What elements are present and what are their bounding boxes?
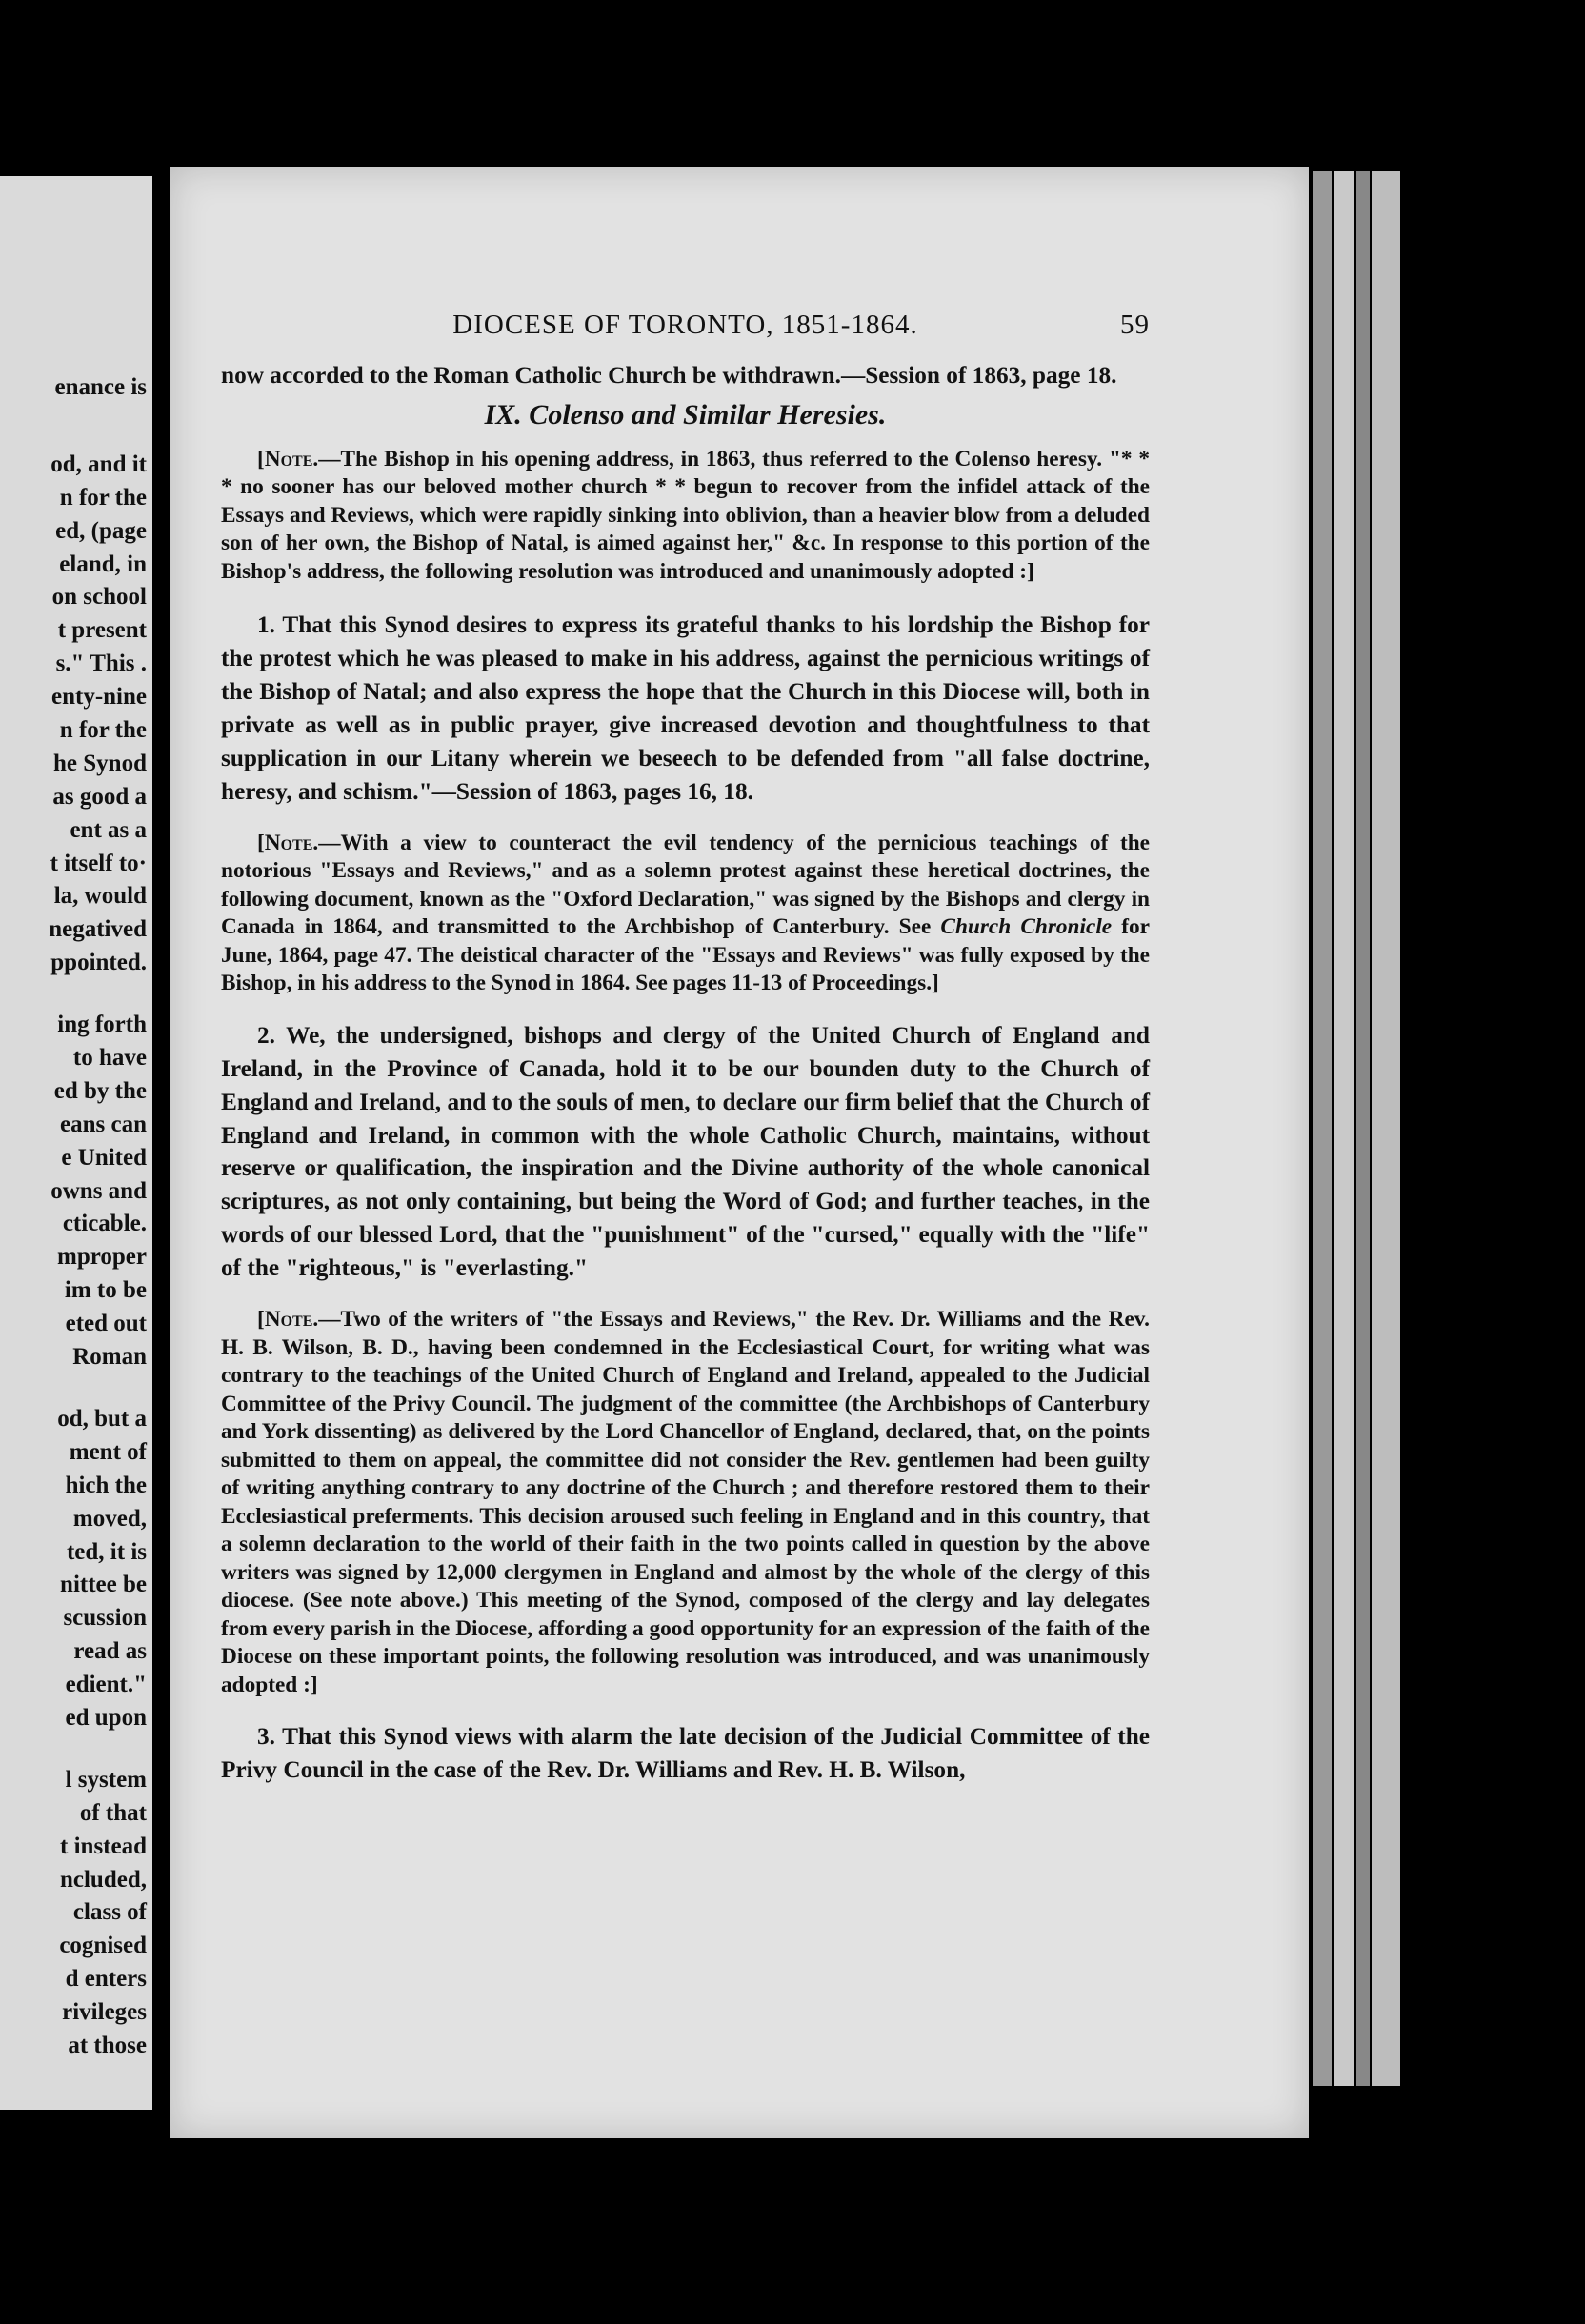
left-line: ing forth (57, 1012, 147, 1038)
section-heading: IX. Colenso and Similar Heresies. (484, 398, 887, 431)
left-line: nittee be (60, 1572, 147, 1598)
page-header (221, 310, 1150, 359)
left-line: l system (65, 1766, 147, 1793)
page-content (221, 310, 1150, 1787)
resolution-paragraph: 1. That this Synod desires to express its grateful thanks to his lordship the Bishop for the protest which he was pleased to make in his address, against the pernicious writings of the Bishop of Natal; and also express the hope that the Church in this Diocese will, both in private as well as in public prayer, give increased devotion and thoughtfulness to that supplication in our Litany wherein we beseech to be defended from "all false doctrine, heresy, and schism."—Session of 1863, pages 16, 18. (221, 611, 1150, 805)
editorial-note (221, 446, 1150, 587)
left-line: t present (57, 617, 147, 644)
left-line: ppointed. (50, 950, 147, 976)
resolution-paragraph: 3. That this Synod views with alarm the late decision of the Judicial Committee of the Privy Council in the case of the Rev. Dr. Williams and Rev. H. B. Wilson, (221, 1723, 1150, 1783)
left-line: moved, (72, 1505, 147, 1532)
left-line: negatived (49, 916, 147, 943)
left-line: rivileges (62, 1999, 147, 2026)
left-line: ed upon (65, 1704, 147, 1731)
page-edge (1313, 171, 1332, 2086)
note-label: [Note. (257, 446, 319, 471)
publication-title: Church Chronicle (940, 914, 1113, 940)
left-line: he Synod (53, 750, 147, 776)
left-page-text (0, 371, 147, 2063)
left-line: ment of (69, 1438, 147, 1465)
note-text: —With a view to counteract the evil tendency of the pernicious teachings of the notorious "Essays and Reviews," and as a solemn protest against these heretical doctrines, the following document, known as the "Oxford Declaration," was signed by the Bishops and clergy in Canada in 1864, and transmitted to the Archbishop of Canterbury. See (221, 830, 1150, 940)
page-number: 59 (1120, 310, 1150, 340)
page-edge (1334, 171, 1354, 2086)
continued-paragraph: now accorded to the Roman Catholic Church be withdrawn.—Session of 1863, page 18. (221, 362, 1117, 389)
note-text: —The Bishop in his opening address, in 1863, thus referred to the Colenso heresy. "* * * no sooner has our beloved mother church * * begun to recover from the infidel attack of the Essays and Reviews, which were rapidly sinking into oblivion, than a heavier blow from a deluded son of her own, the Bishop of Natal, is aimed against her," &c. In response to this portion of the Bishop's address, the following resolution was introduced and unanimously adopted :] (221, 446, 1150, 584)
note-text: for June, 1864, page 47. The deistical character of the "Essays and Reviews" was fully exposed by the Bishop, in his address to the Synod in 1864. See pages 11-13 of Proceedings.] (221, 914, 1150, 996)
left-line: cognised (59, 1933, 147, 1959)
left-line: class of (72, 1899, 147, 1926)
note-label: [Note. (257, 830, 319, 855)
left-line: t itself to· (50, 850, 147, 876)
left-line: at those (68, 2032, 147, 2058)
left-line: im to be (64, 1277, 147, 1304)
running-head: DIOCESE OF TORONTO, 1851-1864. (452, 310, 918, 340)
left-line: ed by the (53, 1077, 147, 1104)
left-line: ted, it is (66, 1538, 147, 1565)
left-line: cticable. (62, 1211, 147, 1237)
left-line: mproper (57, 1244, 147, 1271)
note-text: —Two of the writers of "the Essays and Reviews," the Rev. Dr. Williams and the Rev. H. B. Wilson, B. D., having been condemned in the Ecclesiastical Court, for writing what was contrary to the teachings of the United Church of England and Ireland, appealed to the Judicial Committee of the Privy Council. The judgment of the committee (the Archbishops of Canterbury and York dissenting) as delivered by the Lord Chancellor of England, declared, that, on the points submitted to them on appeal, the committee did not consider the Rev. gentlemen had been guilty of writing anything contrary to any doctrine of the Church ; and therefore restored them to their Ecclesiastical preferments. This decision aroused such feeling in England and in this country, that a solemn declaration to the world of their faith in the two points called in question by the above writers was signed by 12,000 clergymen in England and almost by the whole of the clergy of this diocese. (See note above.) This meeting of the Synod, composed of the clergy and lay delegates from every parish in the Diocese, affording a good opportunity for an expression of the faith of the Diocese on these important points, the following resolution was introduced, and was unanimously adopted :] (221, 1307, 1150, 1697)
left-line: of that (79, 1799, 147, 1826)
note-label: [Note. (257, 1307, 319, 1332)
left-line: eland, in (59, 551, 147, 577)
left-line: s." This . (55, 651, 147, 677)
left-line: od, but a (57, 1405, 147, 1432)
left-line: e United (61, 1144, 147, 1171)
book-page (170, 167, 1309, 2138)
left-line: ent as a (70, 816, 147, 843)
left-page-fragment (0, 176, 152, 2110)
left-line: n for the (59, 484, 147, 511)
left-line: hich the (65, 1472, 147, 1498)
left-line: edient." (65, 1672, 147, 1698)
page-edge (1372, 171, 1400, 2086)
editorial-note (221, 830, 1150, 998)
page-edge (1356, 171, 1370, 2086)
left-line: d enters (65, 1966, 147, 1993)
left-line: la, would (53, 883, 147, 910)
left-line: eted out (65, 1311, 147, 1337)
left-line: n for the (59, 717, 147, 744)
left-line: owns and (50, 1177, 147, 1204)
left-line: ncluded, (59, 1866, 147, 1893)
left-line: on school (51, 584, 147, 611)
left-line: ed, (page (55, 517, 147, 544)
left-line: to have (72, 1045, 147, 1072)
left-line: read as (73, 1638, 147, 1665)
left-line: Roman (72, 1344, 147, 1371)
left-line: od, and it (50, 451, 147, 477)
left-line: scussion (63, 1605, 147, 1632)
resolution-paragraph: 2. We, the undersigned, bishops and clergy of the United Church of England and Ireland, in the Province of Canada, hold it to be our bounden duty to the Church of England and Ireland, and to the souls of men, to declare our firm belief that the Church of England and Ireland, in common with the whole Catholic Church, maintains, without reserve or qualification, the inspiration and the Divine authority of the whole canonical scriptures, as not only containing, but being the Word of God; and further teaches, in the words of our blessed Lord, that the "punishment" of the "cursed," equally with the "life" of the "righteous," is "everlasting." (221, 1021, 1150, 1282)
left-line: enance is (54, 374, 147, 400)
left-line: t instead (60, 1833, 147, 1859)
left-line: eans can (60, 1111, 147, 1137)
left-line: enty-nine (51, 684, 147, 711)
left-line: as good a (52, 783, 147, 810)
editorial-note (221, 1306, 1150, 1699)
